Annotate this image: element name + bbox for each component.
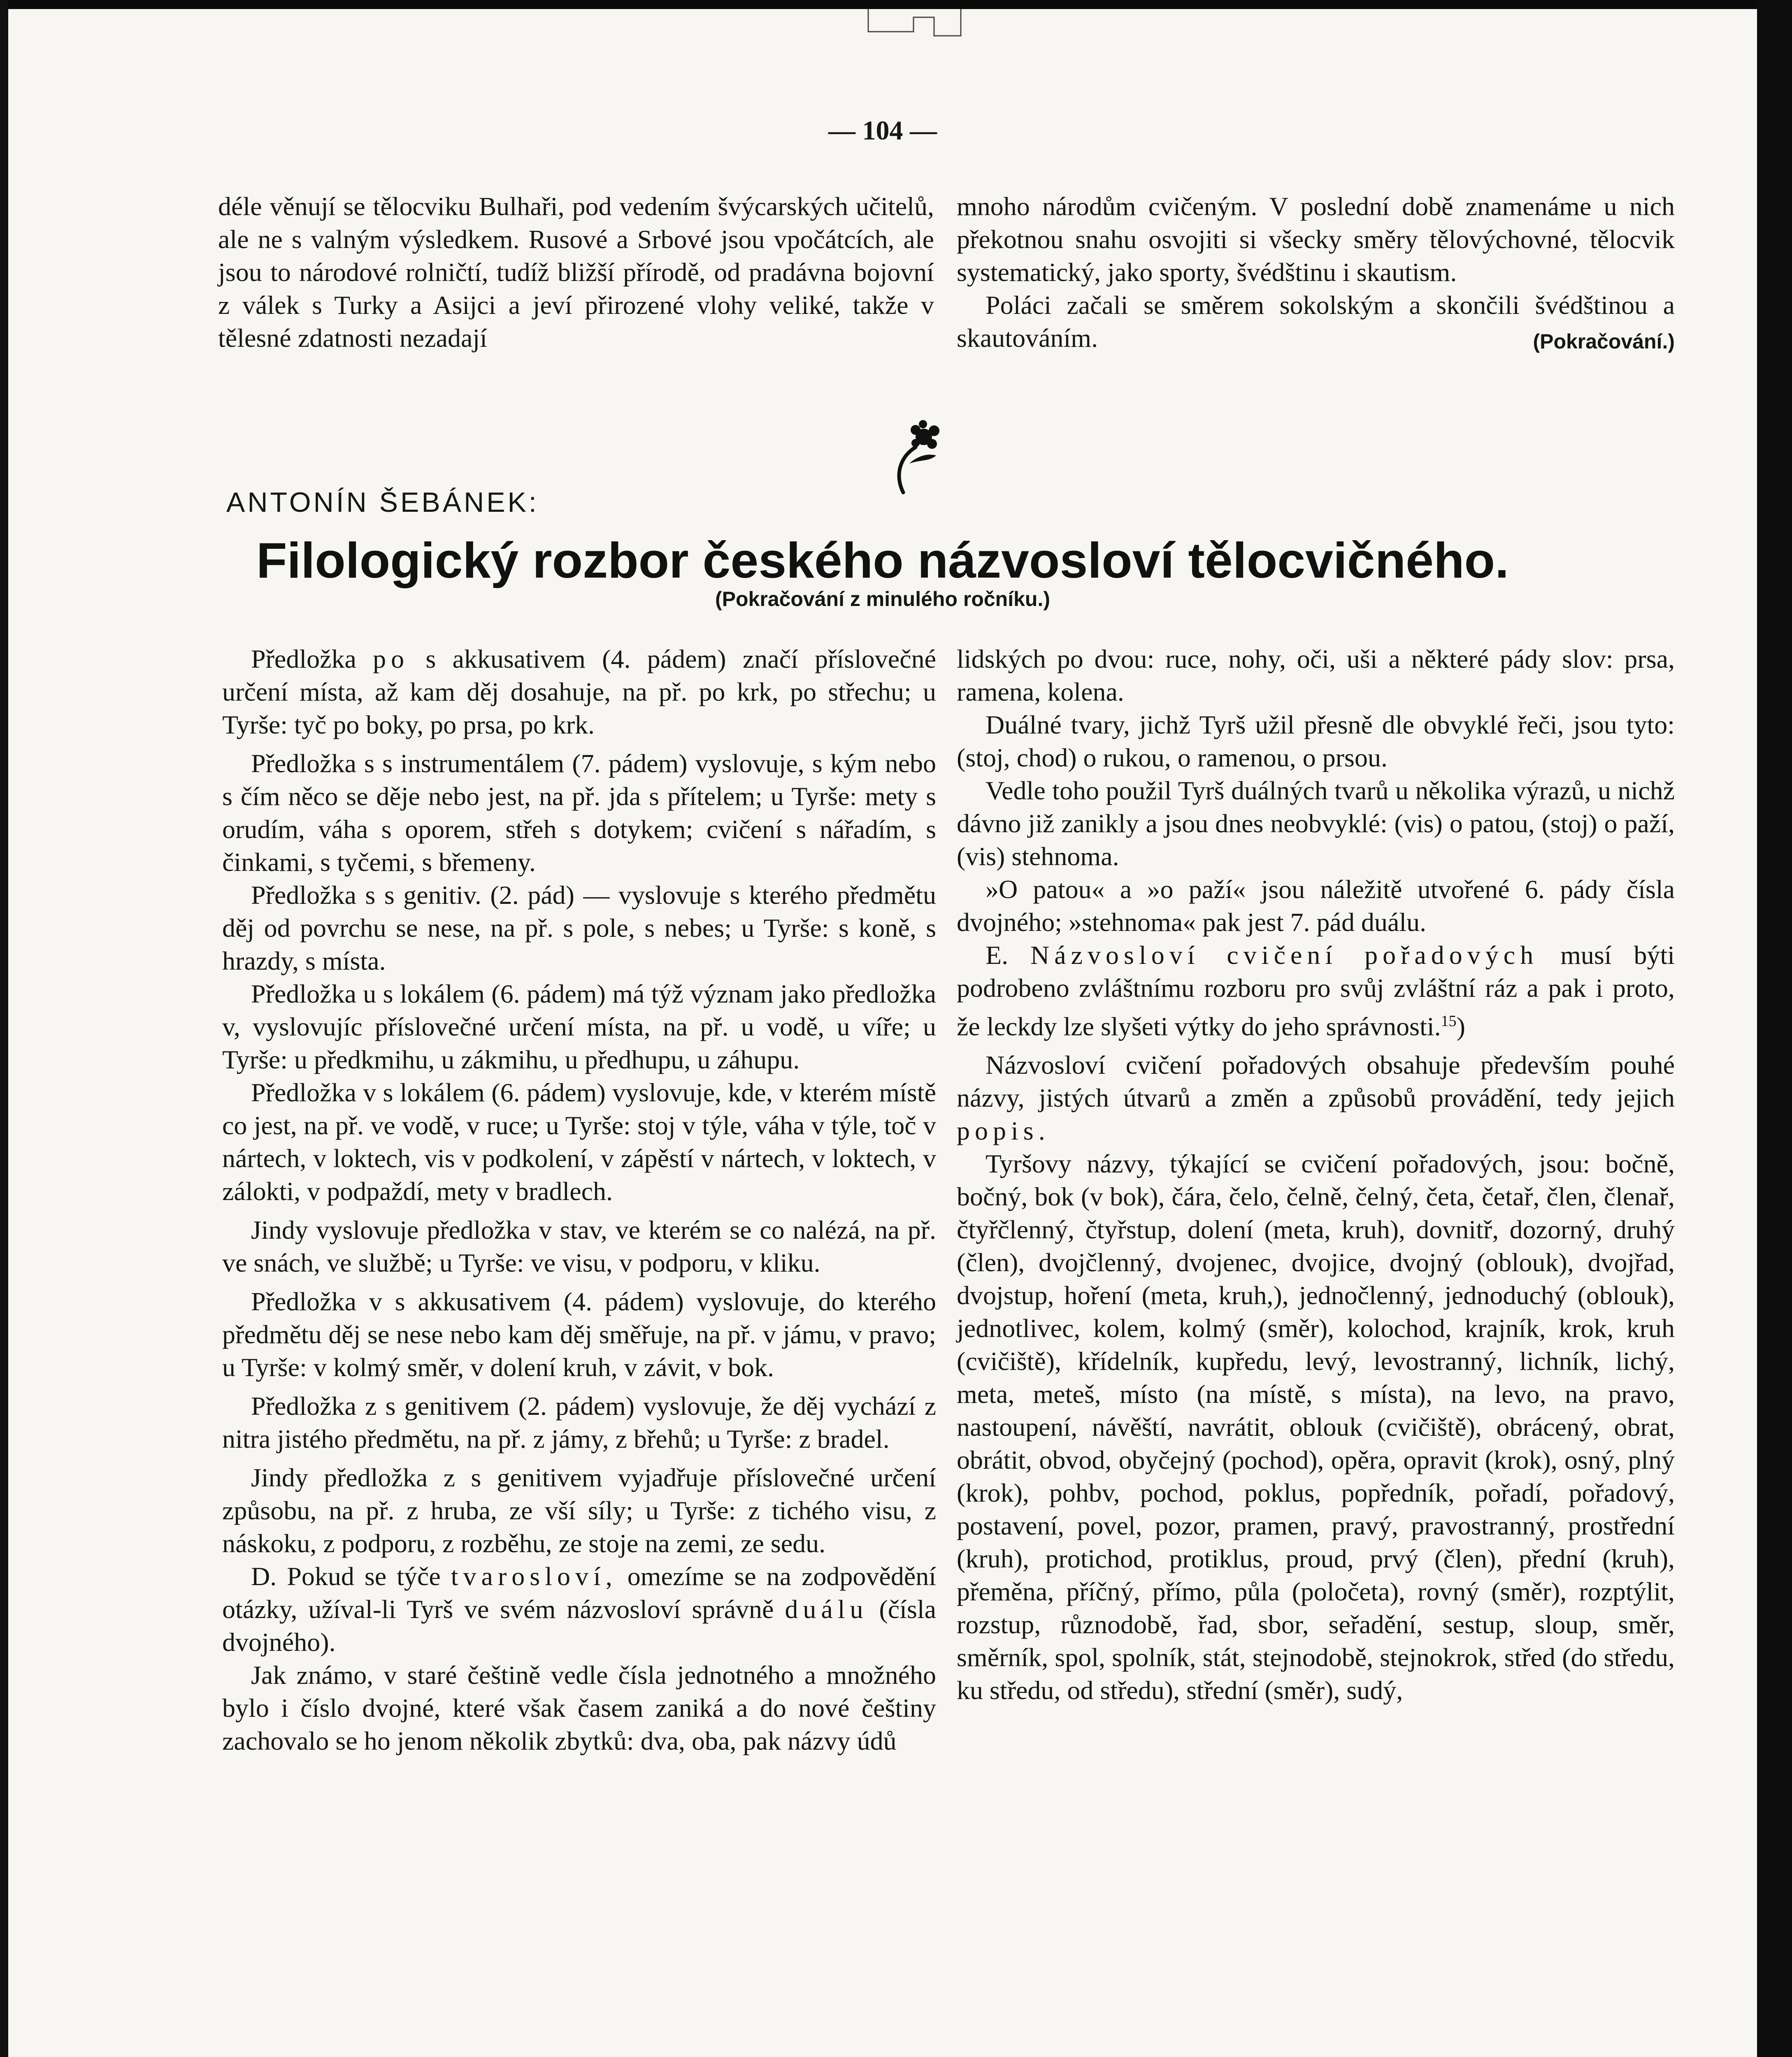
paragraph: Duálné tvary, jichž Tyrš užil přesně dle obvyklé řeči, jsou tyto: (stoj, chod) o rukou, o ramenou, o prsou. <box>957 710 1675 772</box>
page-number: — 104 — <box>828 116 937 146</box>
paragraph: E. Názvosloví cvičení pořadových musí býti podrobeno zvláštnímu rozboru pro svůj zvláštní ráz a pak i proto, že leckdy lze slyšeti výtky do jeho správnosti.$^{15}$) <box>957 940 1675 1041</box>
paragraph: Názvosloví cvičení pořadových obsahuje především pouhé názvy, jistých útvarů a změn a způsobů provádění, tedy jejich popis. <box>957 1050 1675 1146</box>
paragraph: Jindy vyslovuje předložka v stav, ve kterém se co nalézá, na př. ve snách, ve službě; u Tyrše: ve visu, v podporu, v kliku. <box>222 1215 936 1277</box>
paragraph: Předložka z s genitivem (2. pádem) vyslovuje, že děj vychází z nitra jistého předmětu, na př. z jámy, z břehů; u Tyrše: z bradel. <box>222 1391 936 1453</box>
paragraph: Předložka v s lokálem (6. pádem) vyslovuje, kde, v kterém místě co jest, na př. ve vodě, v ruce; u Tyrše: stoj v týle, váha v týle, toč v nártech, v loktech, vis v podkolení, v zápěstí v nártech, v loktech, v zálokti, v podpaždí, mety v bradlech. <box>222 1078 936 1206</box>
paragraph: D. Pokud se týče tvarosloví, omezíme se na zodpovědění otázky, užíval-li Tyrš ve svém názvosloví správně duálu (čísla dvojného). <box>222 1562 937 1657</box>
paragraph: Předložka s s instrumentálem (7. pádem) vyslovuje, s kým nebo s čím něco se děje nebo jest, na př. jda s přítelem; u Tyrše: mety s orudím, váha s oporem, střeh s dotykem; cvičení s nářadím, s činkami, s tyčemi, s břemeny. <box>222 749 936 877</box>
spaced-term: popis. <box>957 1116 1050 1146</box>
document-page <box>8 9 1757 2057</box>
binding-mark <box>864 9 967 38</box>
article-author: ANTONÍN ŠEBÁNEK: <box>226 487 539 518</box>
paragraph: Předložka po s akkusativem (4. pádem) značí příslovečné určení místa, až kam děj dosahuje, na př. po krk, po střechu; u Tyrše: tyč po boky, po prsa, po krk. <box>222 644 937 739</box>
continued-note: (Pokračování.) <box>1533 330 1675 353</box>
article-title: Filologický rozbor českého názvosloví tělocvičného. <box>256 532 1509 588</box>
paragraph: Vedle toho použil Tyrš duálných tvarů u několika výrazů, u nichž dávno již zanikly a jsou dnes neobvyklé: (vis) o patou, (stoj) o paží, (vis) stehnoma. <box>957 776 1675 871</box>
paragraph: lidských po dvou: ruce, nohy, oči, uši a některé pády slov: prsa, ramena, kolena. <box>957 644 1675 706</box>
spaced-term: Názvosloví cvičení pořadových <box>1030 940 1539 970</box>
prev-article-paragraph: mnoho národům cvičeným. V poslední době znamenáme u nich překotnou snahu osvojiti si všecky směry tělovýchovné, tělocvik systematický, jako sporty, švédštinu i skautism. <box>957 192 1675 287</box>
article-right-column <box>957 643 1675 1707</box>
scan-border-right <box>1757 0 1792 2057</box>
prev-article-last-text: Poláci začali se směrem sokolským a skončili švédštinou a skautováním. <box>957 290 1675 353</box>
prev-article-left-column <box>218 190 934 355</box>
prev-article-right-column <box>957 190 1675 358</box>
spaced-term: duálu <box>785 1595 868 1624</box>
scan-border-left <box>0 0 8 2057</box>
article-subtitle: (Pokračování z minulého ročníku.) <box>715 587 1051 611</box>
paragraph: Jindy předložka z s genitivem vyjadřuje příslovečné určení způsobu, na př. z hruba, ze vší síly; u Tyrše: z tichého visu, z náskoku, z podporu, z rozběhu, ze stoje na zemi, ze sedu. <box>222 1463 936 1558</box>
prev-article-paragraph <box>957 289 1675 355</box>
footnote-reference: 15 <box>1441 1012 1457 1030</box>
prev-article-paragraph: déle věnují se tělocviku Bulhaři, pod vedením švýcarských učitelů, ale ne s valným výsledkem. Rusové a Srbové jsou vpočátcích, ale jsou to národové rolničtí, tudíž bližší přírodě, od pradávna bojovní z válek s Turky a Asijci a jeví přirozené vlohy veliké, takže v tělesné zdatnosti nezadají <box>218 192 934 353</box>
paragraph: Jak známo, v staré češtině vedle čísla jednotného a množného bylo i číslo dvojné, které však časem zaniká a do nové češtiny zachovalo se ho jenom několik zbytků: dva, oba, pak názvy údů <box>222 1660 936 1755</box>
paragraph: Tyršovy názvy, týkající se cvičení pořadových, jsou: bočně, bočný, bok (v bok), čára, čelo, čelně, čelný, četa, četař, člen, členař, čtyřčlenný, čtyřstup, dolení (meta, kruh), dovnitř, dozorný, druhý (člen), dvojčlenný, dvojenec, dvojice, dvojný (oblouk), dvojřad, dvojstup, hoření (meta, kruh,), jednočlenný, jednoduchý (oblouk), jednotlivec, kolem, kolmý (směr), kolochod, krajník, krok, kruh (cvičiště), křídelník, kupředu, levý, levostranný, lichník, lichý, meta, meteš, místo (na místě, s místa), na levo, na pravo, nastoupení, návěští, navrátit, oblouk (cvičiště), obrácený, obrat, obrátit, obvod, obyčejný (pochod), opěra, opravit (krok), osný, plný (krok), pohbv, pochod, poklus, popředník, pořadí, pořadový, postavení, povel, pozor, pramen, pravý, pravostranný, prostřední (kruh), protichod, protiklus, proud, prvý (člen), přední (kruh), přeměna, příčný, přímo, půla (poločeta), rovný (směr), rozptýlit, rozstup, různodobě, řad, sbor, seřadění, sestup, sloup, směr, směrník, spol, spolník, stát, stejnodobě, stejnokrok, střed (do středu, ku středu, od středu), střední (směr), sudý, <box>957 1149 1675 1705</box>
paragraph: Předložka v s akkusativem (4. pádem) vyslovuje, do kterého předmětu děj se nese nebo kam děj směřuje, na př. v jámu, v pravo; u Tyrše: v kolmý směr, v dolení kruh, v závit, v bok. <box>222 1287 936 1382</box>
spaced-term: po <box>373 644 409 673</box>
article-left-column <box>222 643 936 1758</box>
paragraph: Předložka s s genitiv. (2. pád) — vyslovuje s kterého předmětu děj od povrchu se nese, na př. s pole, s nebes; u Tyrše: s koně, s hrazdy, s místa. <box>222 880 936 975</box>
paragraph: »O patou« a »o paží« jsou náležitě utvořené 6. pády čísla dvojného; »stehnoma« pak jest 7. pád duálu. <box>957 875 1675 937</box>
spaced-term: tvarosloví, <box>451 1562 617 1591</box>
flower-ornament-icon <box>891 418 944 495</box>
paragraph: Předložka u s lokálem (6. pádem) má týž význam jako předložka v, vyslovujíc příslovečné určení místa, na př. u vodě, u víře; u Tyrše: u předkmihu, u zákmihu, u předhupu, u záhupu. <box>222 979 936 1074</box>
